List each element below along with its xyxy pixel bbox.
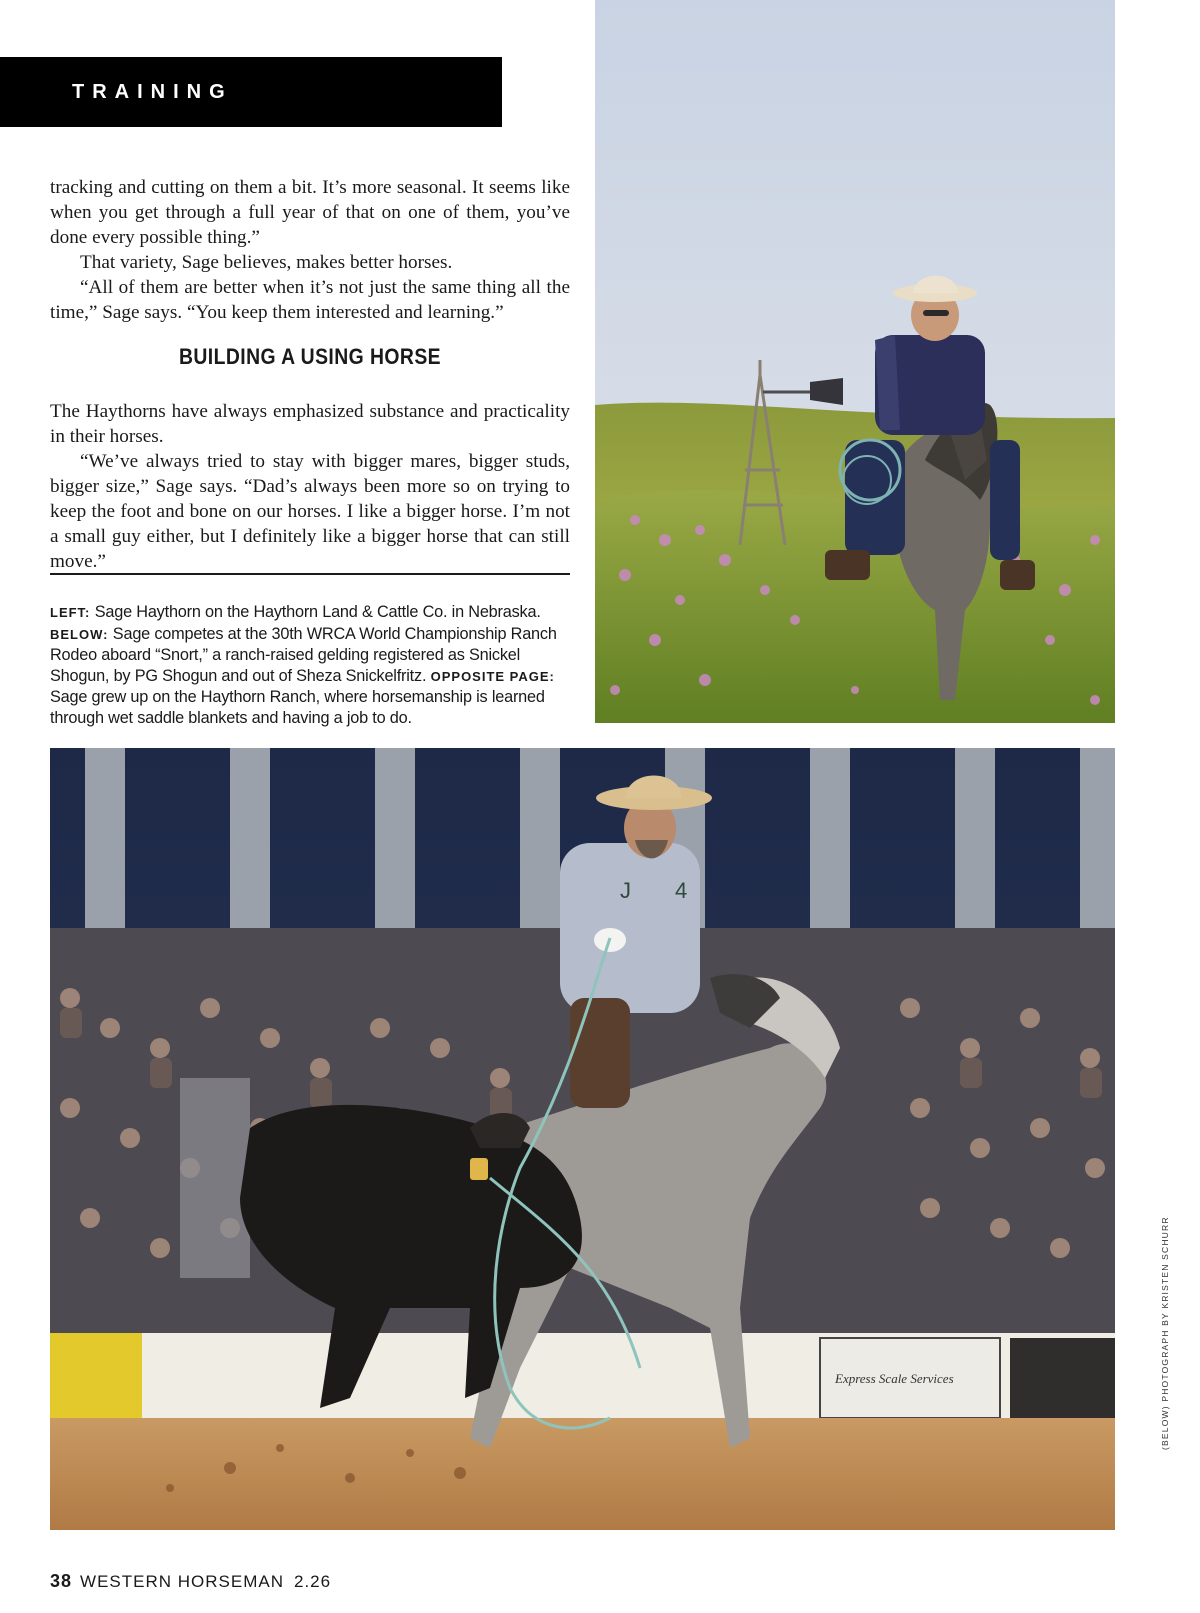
photo-credit: (BELOW) PHOTOGRAPH BY KRISTEN SCHURR (1160, 1216, 1170, 1450)
photo-rider-hillside-art (595, 0, 1115, 723)
photo-caption (50, 602, 572, 728)
paragraph: “We’ve always tried to stay with bigger mares, bigger studs, bigger size,” Sage says. “Dad’s always been more so on trying to keep the foot and bone on our horses. I like a bigger horse. I’m not a small guy either, but I definitely like a bigger horse that can still move.” (50, 451, 570, 572)
divider-rule (50, 573, 570, 575)
article-subhead: BUILDING A USING HORSE (178, 344, 442, 369)
photo-rider-hillside (595, 0, 1115, 723)
issue-number: 2.26 (294, 1572, 332, 1591)
page-number: 38 (50, 1571, 73, 1591)
paragraph: “All of them are better when it’s not just the same thing all the time,” Sage says. “You keep them interested and learning.” (50, 277, 570, 323)
section-label: TRAINING (72, 81, 233, 103)
banner-text: Express Scale Services (835, 1371, 954, 1386)
caption-label-left: LEFT: (50, 605, 91, 620)
paragraph: That variety, Sage believes, makes better horses. (80, 252, 453, 273)
magazine-name: WESTERN HORSEMAN (80, 1572, 284, 1591)
paragraph: tracking and cutting on them a bit. It’s more seasonal. It seems like when you get through a full year of that on one of them, you’ve done every possible thing.” (50, 177, 570, 248)
caption-label-opposite: OPPOSITE PAGE: (430, 668, 555, 684)
photo-arena-rodeo-art (50, 748, 1115, 1530)
section-header-bar (0, 57, 502, 127)
caption-text-below: Sage competes at the 30th WRCA World Championship Ranch Rodeo aboard “Snort,” a ranch-raised gelding registered as Snickel Shogun, by PG Shogun and out of Sheza Snickelfritz. (50, 624, 557, 685)
paragraph: The Haythorns have always emphasized substance and practicality in their horses. (50, 401, 570, 447)
caption-label-below: BELOW: (50, 626, 109, 642)
page-footer (50, 1571, 331, 1592)
caption-text-opposite: Sage grew up on the Haythorn Ranch, where horsemanship is learned through wet saddle blankets and having a job to do. (50, 688, 545, 727)
shirt-mark-4: 4 (675, 878, 688, 903)
shirt-mark-j: J (620, 878, 631, 903)
caption-text-left: Sage Haythorn on the Haythorn Land & Cattle Co. in Nebraska. (90, 603, 541, 621)
article-section (50, 399, 570, 574)
article-intro (50, 175, 570, 325)
photo-arena-rodeo (50, 748, 1115, 1530)
